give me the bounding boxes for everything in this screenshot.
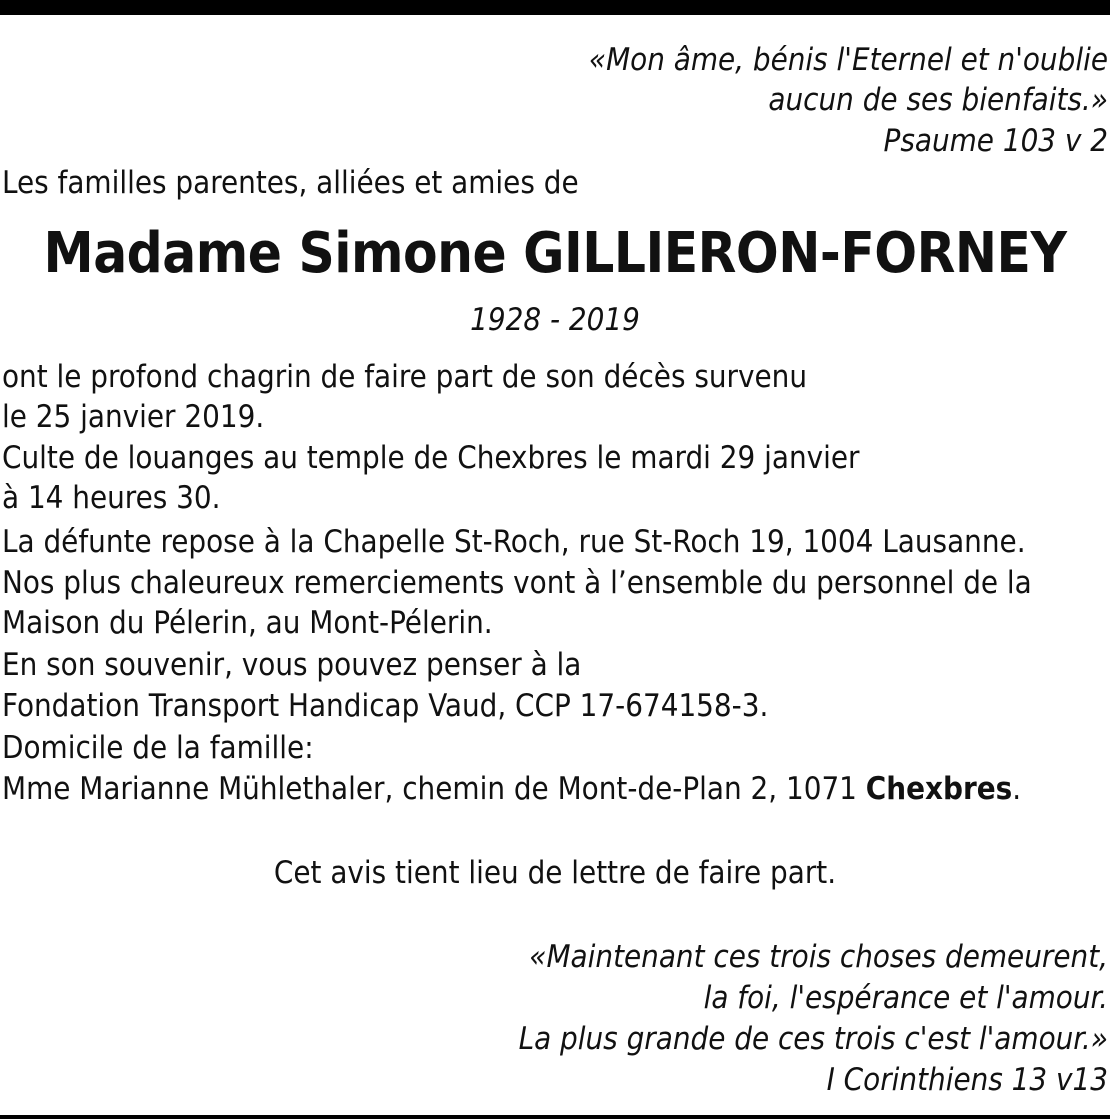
body-line: Culte de louanges au temple de Chexbres le mardi 29 janvier xyxy=(2,440,860,476)
bottom-rule xyxy=(0,1115,1110,1119)
epigraph-top-line: «Mon âme, bénis l'Eternel et n'oublie xyxy=(588,42,1108,78)
body-line: à 14 heures 30. xyxy=(2,480,221,516)
address-text: Mme Marianne Mühlethaler, chemin de Mont-de-Plan 2, 1071 xyxy=(2,771,866,807)
family-address xyxy=(2,769,1021,809)
body-line: Nos plus chaleureux remerciements vont à l’ensemble du personnel de la xyxy=(2,565,1032,601)
notice-text: Cet avis tient lieu de lettre de faire part. xyxy=(273,855,837,891)
address-town: Chexbres xyxy=(865,771,1013,807)
body-line: En son souvenir, vous pouvez penser à la xyxy=(2,647,582,683)
body-line: Maison du Pélerin, au Mont-Pélerin. xyxy=(2,605,493,641)
body-line: Domicile de la famille: xyxy=(2,730,314,766)
epigraph-bottom-line: «Maintenant ces trois choses demeurent, xyxy=(529,939,1108,975)
epigraph-bottom-line: La plus grande de ces trois c'est l'amour.» xyxy=(518,1021,1108,1057)
body-line: La défunte repose à la Chapelle St-Roch, rue St-Roch 19, 1004 Lausanne. xyxy=(2,524,1026,560)
top-rule xyxy=(0,0,1110,15)
epigraph-top-line: aucun de ses bienfaits.» xyxy=(768,82,1108,118)
intro-text: Les familles parentes, alliées et amies de xyxy=(2,165,579,201)
address-suffix: . xyxy=(1012,771,1022,807)
body-line: Fondation Transport Handicap Vaud, CCP 17-674158-3. xyxy=(2,688,769,724)
body-line: ont le profond chagrin de faire part de son décès survenu xyxy=(2,359,808,395)
body-line: le 25 janvier 2019. xyxy=(2,399,265,435)
deceased-name: Madame Simone GILLIERON-FORNEY xyxy=(43,221,1067,286)
epigraph-bottom-reference: I Corinthiens 13 v13 xyxy=(826,1062,1108,1098)
epigraph-bottom-line: la foi, l'espérance et l'amour. xyxy=(703,980,1108,1016)
epigraph-top-reference: Psaume 103 v 2 xyxy=(883,123,1108,159)
life-dates: 1928 - 2019 xyxy=(470,302,640,338)
